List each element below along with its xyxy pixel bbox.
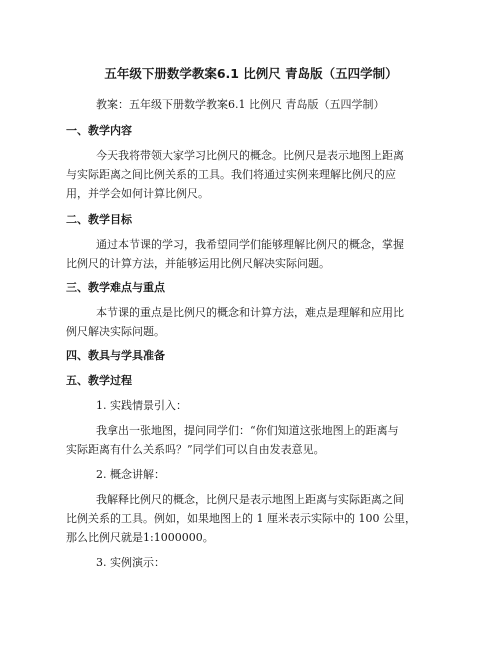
paragraph-line: 我解释比例尺的概念，比例尺是表示地图上距离与实际距离之间 [96,493,404,506]
step-label: 1. 实践情景引入： [96,399,187,412]
paragraph-line: 通过本节课的学习，我希望同学们能够理解比例尺的概念，掌握 [96,238,404,251]
paragraph-line: 与实际距离之间比例关系的工具。我们将通过实例来理解比例尺的应 [66,168,396,181]
paragraph-line: 实际距离有什么关系吗？”同学们可以自由发表意见。 [66,443,325,456]
paragraph-line: 那么比例尺就是1:1000000。 [66,531,214,544]
step-label: 2. 概念讲解： [96,468,165,481]
section-heading-key-points: 三、教学难点与重点 [66,281,165,294]
paragraph-line: 比例尺的计算方法，并能够运用比例尺解决实际问题。 [66,257,330,270]
paragraph-line: 例尺解决实际问题。 [66,325,165,338]
paragraph-line: 我拿出一张地图，提问同学们：“你们知道这张地图上的距离与 [96,424,399,437]
section-heading-process: 五、教学过程 [66,374,132,387]
step-label: 3. 实例演示： [96,556,165,569]
document-subtitle: 教案：五年级下册数学教案6.1 比例尺 青岛版（五四学制） [96,98,385,111]
section-heading-content: 一、教学内容 [66,124,132,137]
section-heading-materials: 四、教具与学具准备 [66,349,165,362]
paragraph-line: 用，并学会如何计算比例尺。 [66,187,209,200]
paragraph-line: 比例关系的工具。例如，如果地图上的 1 厘米表示实际中的 100 公里， [66,512,416,525]
document-title: 五年级下册数学教案6.1 比例尺 青岛版（五四学制） [104,66,398,81]
paragraph-line: 本节课的重点是比例尺的概念和计算方法，难点是理解和应用比 [96,306,404,319]
paragraph-line: 今天我将带领大家学习比例尺的概念。比例尺是表示地图上距离 [96,149,404,162]
section-heading-objectives: 二、教学目标 [66,213,132,226]
